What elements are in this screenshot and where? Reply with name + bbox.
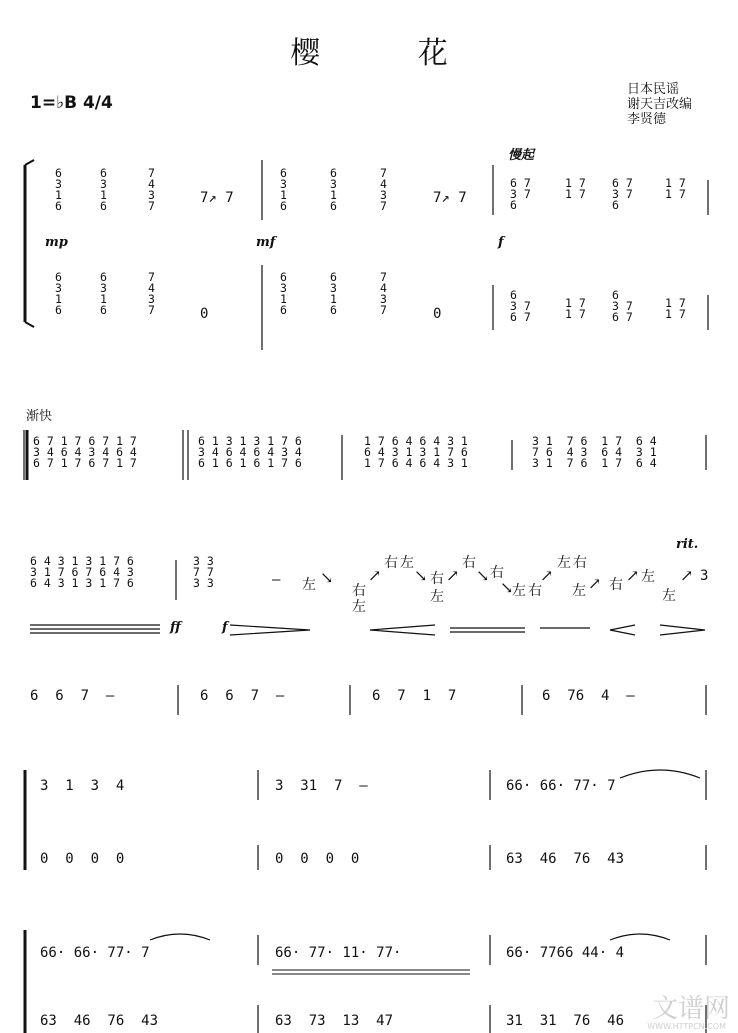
sys1-lower-c2: 6 3 1 6 [100, 270, 107, 317]
hand-marking: 左 [662, 588, 676, 604]
sys1-lower-c12: 1 7 1 7 [665, 296, 686, 321]
arrow-down-icon: ↘ [414, 566, 428, 585]
sys6-lower-bar3: 31 31 76 46 [506, 1013, 625, 1029]
sys2-bar2: 6 1 3 1 3 1 7 6 3 4 6 4 6 4 3 4 6 1 6 1 6 1 7 6 [198, 434, 302, 470]
page-title: 樱 花 [290, 36, 492, 71]
watermark-url: WWW.HTTPCN.COM [647, 1022, 726, 1031]
sys5-upper-bar3: 66· 66· 77· 7 [506, 778, 616, 794]
rit-marking: rit. [676, 537, 699, 552]
sys1-lower-c6: 6 3 1 6 [330, 270, 337, 317]
sys2-bar4: 3 1 7 6 1 7 6 4 7 6 4 3 6 4 3 1 3 1 7 6 1 7 6 4 [532, 434, 657, 470]
sys6-upper-bar2: 66· 77· 11· 77· [275, 945, 402, 961]
hand-marking: 左 [352, 599, 366, 615]
sys1-lower-c9: 6 3 7 6 7 [510, 288, 531, 324]
arrow-up-icon: ↗ [626, 566, 640, 585]
hand-marking: 左 [641, 569, 655, 585]
sys1-upper-c3: 7 4 3 7 [148, 166, 155, 213]
sys5-lower-bar1: 0 0 0 0 [40, 851, 125, 867]
hand-marking: 左 [430, 589, 444, 605]
sys4-bar4: 6 76 4 – [542, 688, 635, 704]
sys1-upper-c1: 6 3 1 6 [55, 166, 62, 213]
dynamic-mp: mp [45, 235, 68, 250]
hand-marking: 左 [302, 577, 316, 593]
sys1-upper-c9: 6 7 3 7 6 [510, 176, 531, 212]
hand-marking: 左 [557, 555, 571, 571]
sys1-upper-c6: 6 3 1 6 [330, 166, 337, 213]
hand-marking: 右 [573, 555, 587, 571]
sys1-upper-c2: 6 3 1 6 [100, 166, 107, 213]
sys6-upper-bar3: 66· 7766 44· 4 [506, 945, 625, 961]
credit-origin: 日本民谣 [627, 82, 680, 97]
arrow-down-icon: ↘ [500, 578, 514, 597]
sys1-upper-c5: 6 3 1 6 [280, 166, 287, 213]
sys4-bar1: 6 6 7 – [30, 688, 115, 704]
sys4-bar2: 6 6 7 – [200, 688, 285, 704]
sys1-upper-c8: 7↗ 7 [433, 190, 467, 206]
sys1-upper-c12: 1 7 1 7 [665, 176, 686, 201]
arrow-up-icon: ↗ [680, 566, 694, 585]
dynamic-f-2: f [222, 620, 228, 635]
sys1-lower-c7: 7 4 3 7 [380, 270, 387, 317]
sys5-lower-bar2: 0 0 0 0 [275, 851, 360, 867]
sys5-upper-bar2: 3 31 7 – [275, 778, 368, 794]
sys1-upper-c4: 7↗ 7 [200, 190, 234, 206]
hand-marking: 右 [609, 577, 623, 593]
sys6-upper-bar1: 66· 66· 77· 7 [40, 945, 150, 961]
dynamic-mf: mf [256, 235, 276, 250]
sys3-notes: 6 4 3 1 3 1 7 6 3 1 7 6 7 6 4 3 6 4 3 1 3 1 7 6 [30, 554, 134, 590]
hand-marking: 右 [430, 571, 444, 587]
sys2-bar1: 6 7 1 7 6 7 1 7 3 4 6 4 3 4 6 4 6 7 1 7 6 7 1 7 [33, 434, 137, 470]
sys3-chord: 3 3 7 7 3 3 [193, 554, 214, 590]
sys1-lower-c1: 6 3 1 6 [55, 270, 62, 317]
hand-marking: 左 [400, 555, 414, 571]
credit-arranger-2: 李贤德 [627, 112, 667, 127]
sys1-lower-c3: 7 4 3 7 [148, 270, 155, 317]
arrow-up-icon: ↗ [540, 566, 554, 585]
sys6-lower-bar1: 63 46 76 43 [40, 1013, 159, 1029]
sys5-upper-bar1: 3 1 3 4 [40, 778, 125, 794]
key-signature: 1=♭B 4/4 [30, 93, 113, 113]
sys1-lower-c8: 0 [433, 306, 442, 322]
watermark-logo: 文谱网 [651, 994, 730, 1024]
sys1-lower-c10: 1 7 1 7 [565, 296, 586, 321]
sys2-bar3: 1 7 6 4 6 4 3 1 6 4 3 1 3 1 7 6 1 7 6 4 6 4 3 1 [364, 434, 468, 470]
hand-marking: 右 [462, 555, 476, 571]
sys1-upper-c10: 1 7 1 7 [565, 176, 586, 201]
credit-arranger: 谢天吉改编 [627, 97, 693, 112]
hand-marking: 右 [528, 583, 542, 599]
dynamic-ff: ff [170, 620, 181, 635]
tempo-slow: 慢起 [508, 148, 535, 163]
arrow-up-icon: ↗ [446, 566, 460, 585]
hand-marking: 右 [490, 565, 504, 581]
sys1-lower-c11: 6 3 7 6 7 [612, 288, 633, 324]
sys4-bar3: 6 7 1 7 [372, 688, 457, 704]
arrow-down-icon: ↘ [320, 568, 334, 587]
hand-marking: 右 [384, 555, 398, 571]
arrow-down-icon: ↘ [476, 566, 490, 585]
sys3-dash: – [272, 572, 281, 588]
sys1-lower-c5: 6 3 1 6 [280, 270, 287, 317]
sys3-end-note: 3 [700, 568, 709, 584]
tempo-accel: 渐快 [26, 409, 53, 424]
arrow-up-icon: ↗ [588, 574, 602, 593]
hand-marking: 右 [352, 583, 366, 599]
hand-marking: 左 [572, 583, 586, 599]
sys1-lower-c4: 0 [200, 306, 209, 322]
hand-marking: 左 [512, 583, 526, 599]
dynamic-f: f [498, 235, 504, 250]
sys5-lower-bar3: 63 46 76 43 [506, 851, 625, 867]
arrow-up-icon: ↗ [368, 566, 382, 585]
sys6-lower-bar2: 63 73 13 47 [275, 1013, 394, 1029]
sys1-upper-c7: 7 4 3 7 [380, 166, 387, 213]
sys1-upper-c11: 6 7 3 7 6 [612, 176, 633, 212]
